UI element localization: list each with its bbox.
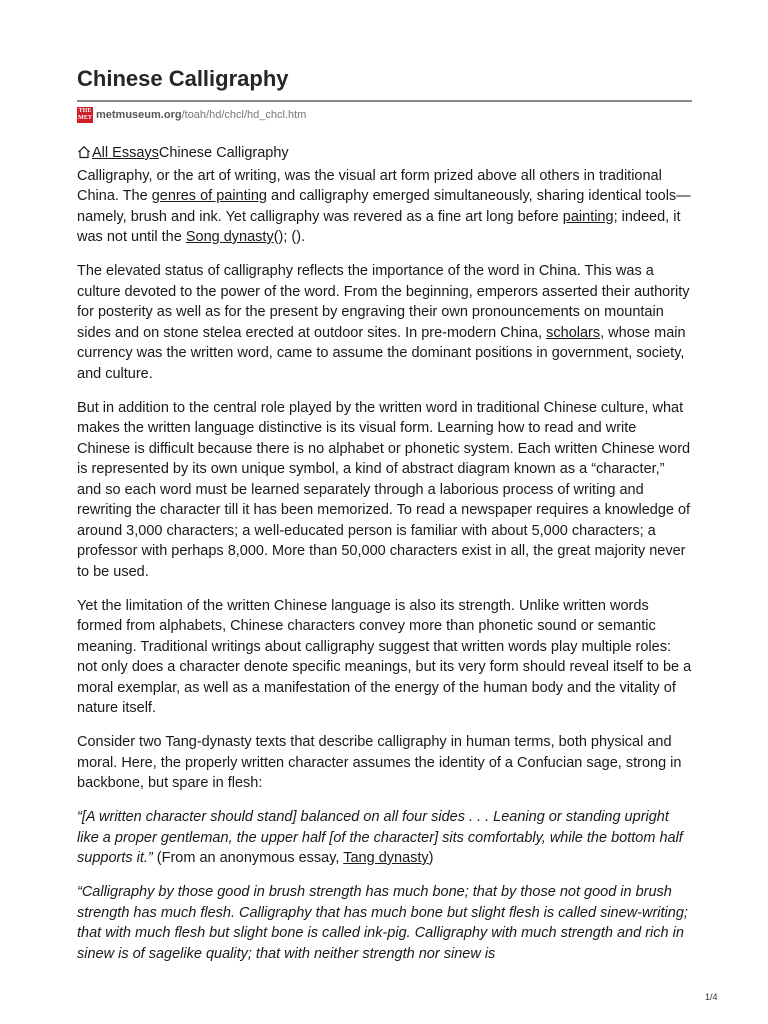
painting-link[interactable]: painting [562,208,614,225]
breadcrumb-current: Chinese Calligraphy [158,145,289,161]
title-divider [77,100,692,102]
source-line [77,106,306,124]
page-title: Chinese Calligraphy [77,66,289,91]
home-icon[interactable] [77,145,91,166]
scholars-link[interactable]: scholars [546,324,601,341]
article-body [77,143,692,978]
all-essays-link[interactable]: All Essays [92,145,159,161]
source-domain[interactable]: metmuseum.org [96,109,182,121]
paragraph-3: But in addition to the central role played by the written word in traditional Chinese culture, what makes the written language distinctive is its visual form. Learning how to read and write Chinese is difficult because there is no alphabet or phonetic system. Each written Chinese word is represented by its own unique symbol, a kind of abstract diagram known as a “character,” and so each word must be learned separately through a laborious process of writing and rewriting the character till it has been memorized. To read a newspaper requires a knowledge of around 3,000 characters; a well-educated person is familiar with about 5,000 characters; a professor with perhaps 8,000. More than 50,000 characters exist in all, the great majority never to be used. [77,399,691,580]
tang-dynasty-link[interactable]: Tang dynasty [343,850,429,866]
source-path[interactable]: /toah/hd/chcl/hd_chcl.htm [181,109,307,121]
song-dynasty-link[interactable]: Song dynasty [185,229,274,245]
genres-of-painting-link[interactable]: genres of painting [151,188,267,204]
paragraph-1: Calligraphy, or the art of writing, was the visual art form prized above all others in traditional China. The genres of painting and calligraphy emerged simultaneously, sharing identical tools—namely, brush and ink. Yet calligraphy was revered as a fine art long before painting; indeed, it was not until the Song dynasty(); (). [77,167,691,245]
breadcrumb [77,143,692,166]
quote-1: “[A written character should stand] balanced on all four sides . . . Leaning or standing upright like a proper gentleman, the upper half [of the character] sits comfortably, while the bottom half supports it.” [77,809,683,866]
paragraph-2: The elevated status of calligraphy reflects the importance of the word in China. This was a culture devoted to the power of the word. From the beginning, emperors asserted their authority for posterity as well as for the present by engraving their own pronouncements on mountain sides and on stone stelea erected at outdoor sites. In pre-modern China, scholars, whose main currency was the written word, came to assume the dominant positions in government, society, and culture. [77,263,690,382]
paragraph-4: Yet the limitation of the written Chinese language is also its strength. Unlike written words formed from alphabets, Chinese characters convey more than phonetic sound or semantic meaning. Traditional writings about calligraphy suggest that written words play multiple roles: not only does a character denote specific meanings, but its very form should reveal itself to be a moral exemplar, as well as a manifestation of the energy of the human body and the vitality of nature itself. [77,597,692,716]
paragraph-7 [77,882,692,964]
quote-2: “Calligraphy by those good in brush strength has much bone; that by those not good in brush strength has much flesh. Calligraphy that has much bone but slight flesh is called sinew-writing; that with much flesh but slight bone is called ink-pig. Calligraphy with much strength and rich in sinew is of sagelike quality; that with neither strength nor sinew is [77,884,688,962]
met-logo-icon: THE MET [78,108,92,121]
paragraph-6: “[A written character should stand] balanced on all four sides . . . Leaning or standing upright like a proper gentleman, the upper half [of the character] sits comfortably, while the bottom half supports it.” (From an anonymous essay, Tang dynasty) [77,809,683,866]
page-number: 1/4 [705,992,718,1002]
paragraph-5: Consider two Tang-dynasty texts that describe calligraphy in human terms, both physical and moral. Here, the properly written character assumes the identity of a Confucian sage, strong in backbone, but spare in flesh: [77,734,682,791]
